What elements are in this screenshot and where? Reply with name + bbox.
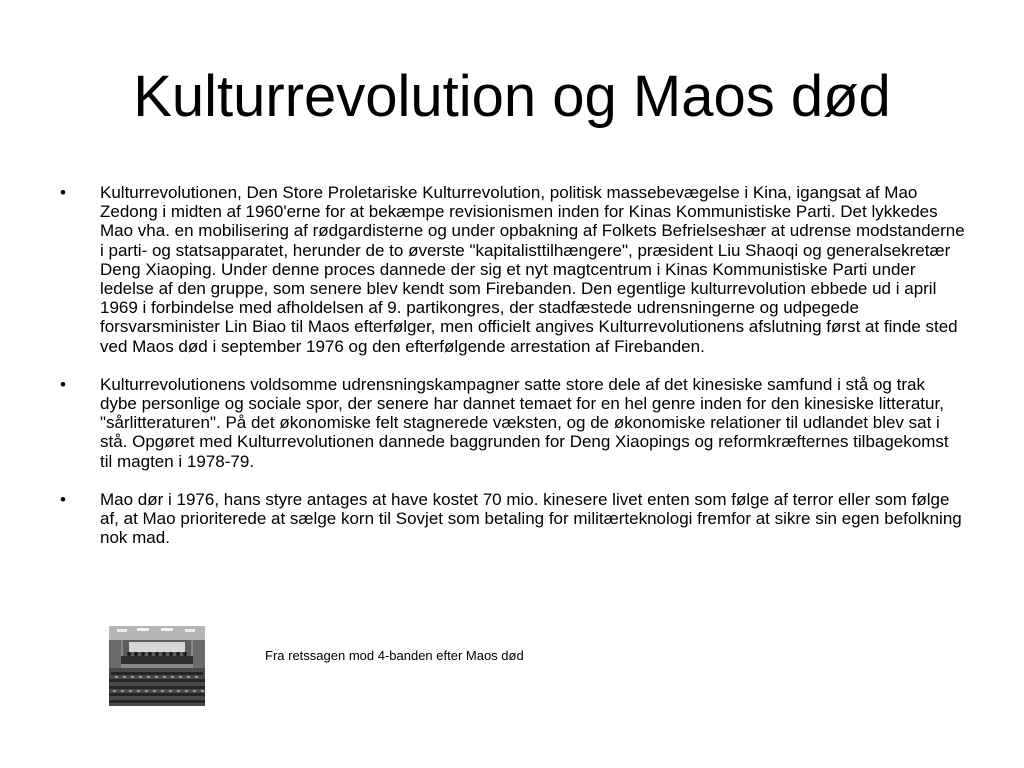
bullet-marker: • (60, 489, 66, 509)
bullet-marker: • (60, 183, 66, 202)
bullet-text: Kulturrevolutionen, Den Store Proletariske Kulturrevolution, politisk massebevægelse i Kina, igangsat af Mao Zedong i midten af 1960'erne for at bekæmpe revisionismen inden for Kinas Kommunistiske Parti. Det lykkedes Mao vha. en mobilisering af rødgardisterne og under opbakning af Folkets Befrielseshær at udrense modstanderne i parti- og statsapparatet, herunder de to øverste "kapitalisttilhængere", præsident Liu Shaoqi og generalsekretær Deng Xiaoping. Under denne proces dannede der sig et nyt magtcentrum i Kinas Kommunistiske Parti under ledelse af den gruppe, som senere blev kendt som Firebanden. Den egentlige kulturrevolution ebbede ud i april 1969 i forbindelse med afholdelsen af 9. partikongres, der stadfæstede udrensningerne og udpegede forsvarsminister Lin Biao til Maos efterfølger, men officielt angives Kulturrevolutionens afslutning først at finde sted ved Maos død i september 1976 og den efterfølgende arrestation af Firebanden. (100, 183, 965, 356)
photo-caption: Fra retssagen mod 4-banden efter Maos død (265, 648, 524, 663)
trial-photo-image (109, 626, 205, 706)
bullet-list (60, 183, 965, 566)
bullet-text: Kulturrevolutionens voldsomme udrensningskampagner satte store dele af det kinesiske samfund i stå og trak dybe personlige og sociale spor, der senere har dannet temaet for en hel genre inden for den kinesiske litteratur, "sårlitteraturen". På det økonomiske felt stagnerede væksten, og de økonomiske relationer til udlandet blev sat i stå. Opgøret med Kulturrevolutionen dannede baggrunden for Deng Xiaopings og reformkræfternes tilbagekomst til magten i 1978-79. (100, 374, 949, 471)
bullet-marker: • (60, 374, 66, 394)
bullet-item (60, 183, 965, 356)
bullet-item (60, 375, 965, 471)
bullet-item (60, 490, 965, 548)
slide-title: Kulturrevolution og Maos død (133, 64, 891, 129)
bullet-text: Mao dør i 1976, hans styre antages at have kostet 70 mio. kinesere livet enten som følge af terror eller som følge af, at Mao prioriterede at sælge korn til Sovjet som betaling for militærteknologi fremfor at sikre sin egen befolkning nok mad. (100, 489, 962, 548)
trial-photo (109, 626, 205, 706)
